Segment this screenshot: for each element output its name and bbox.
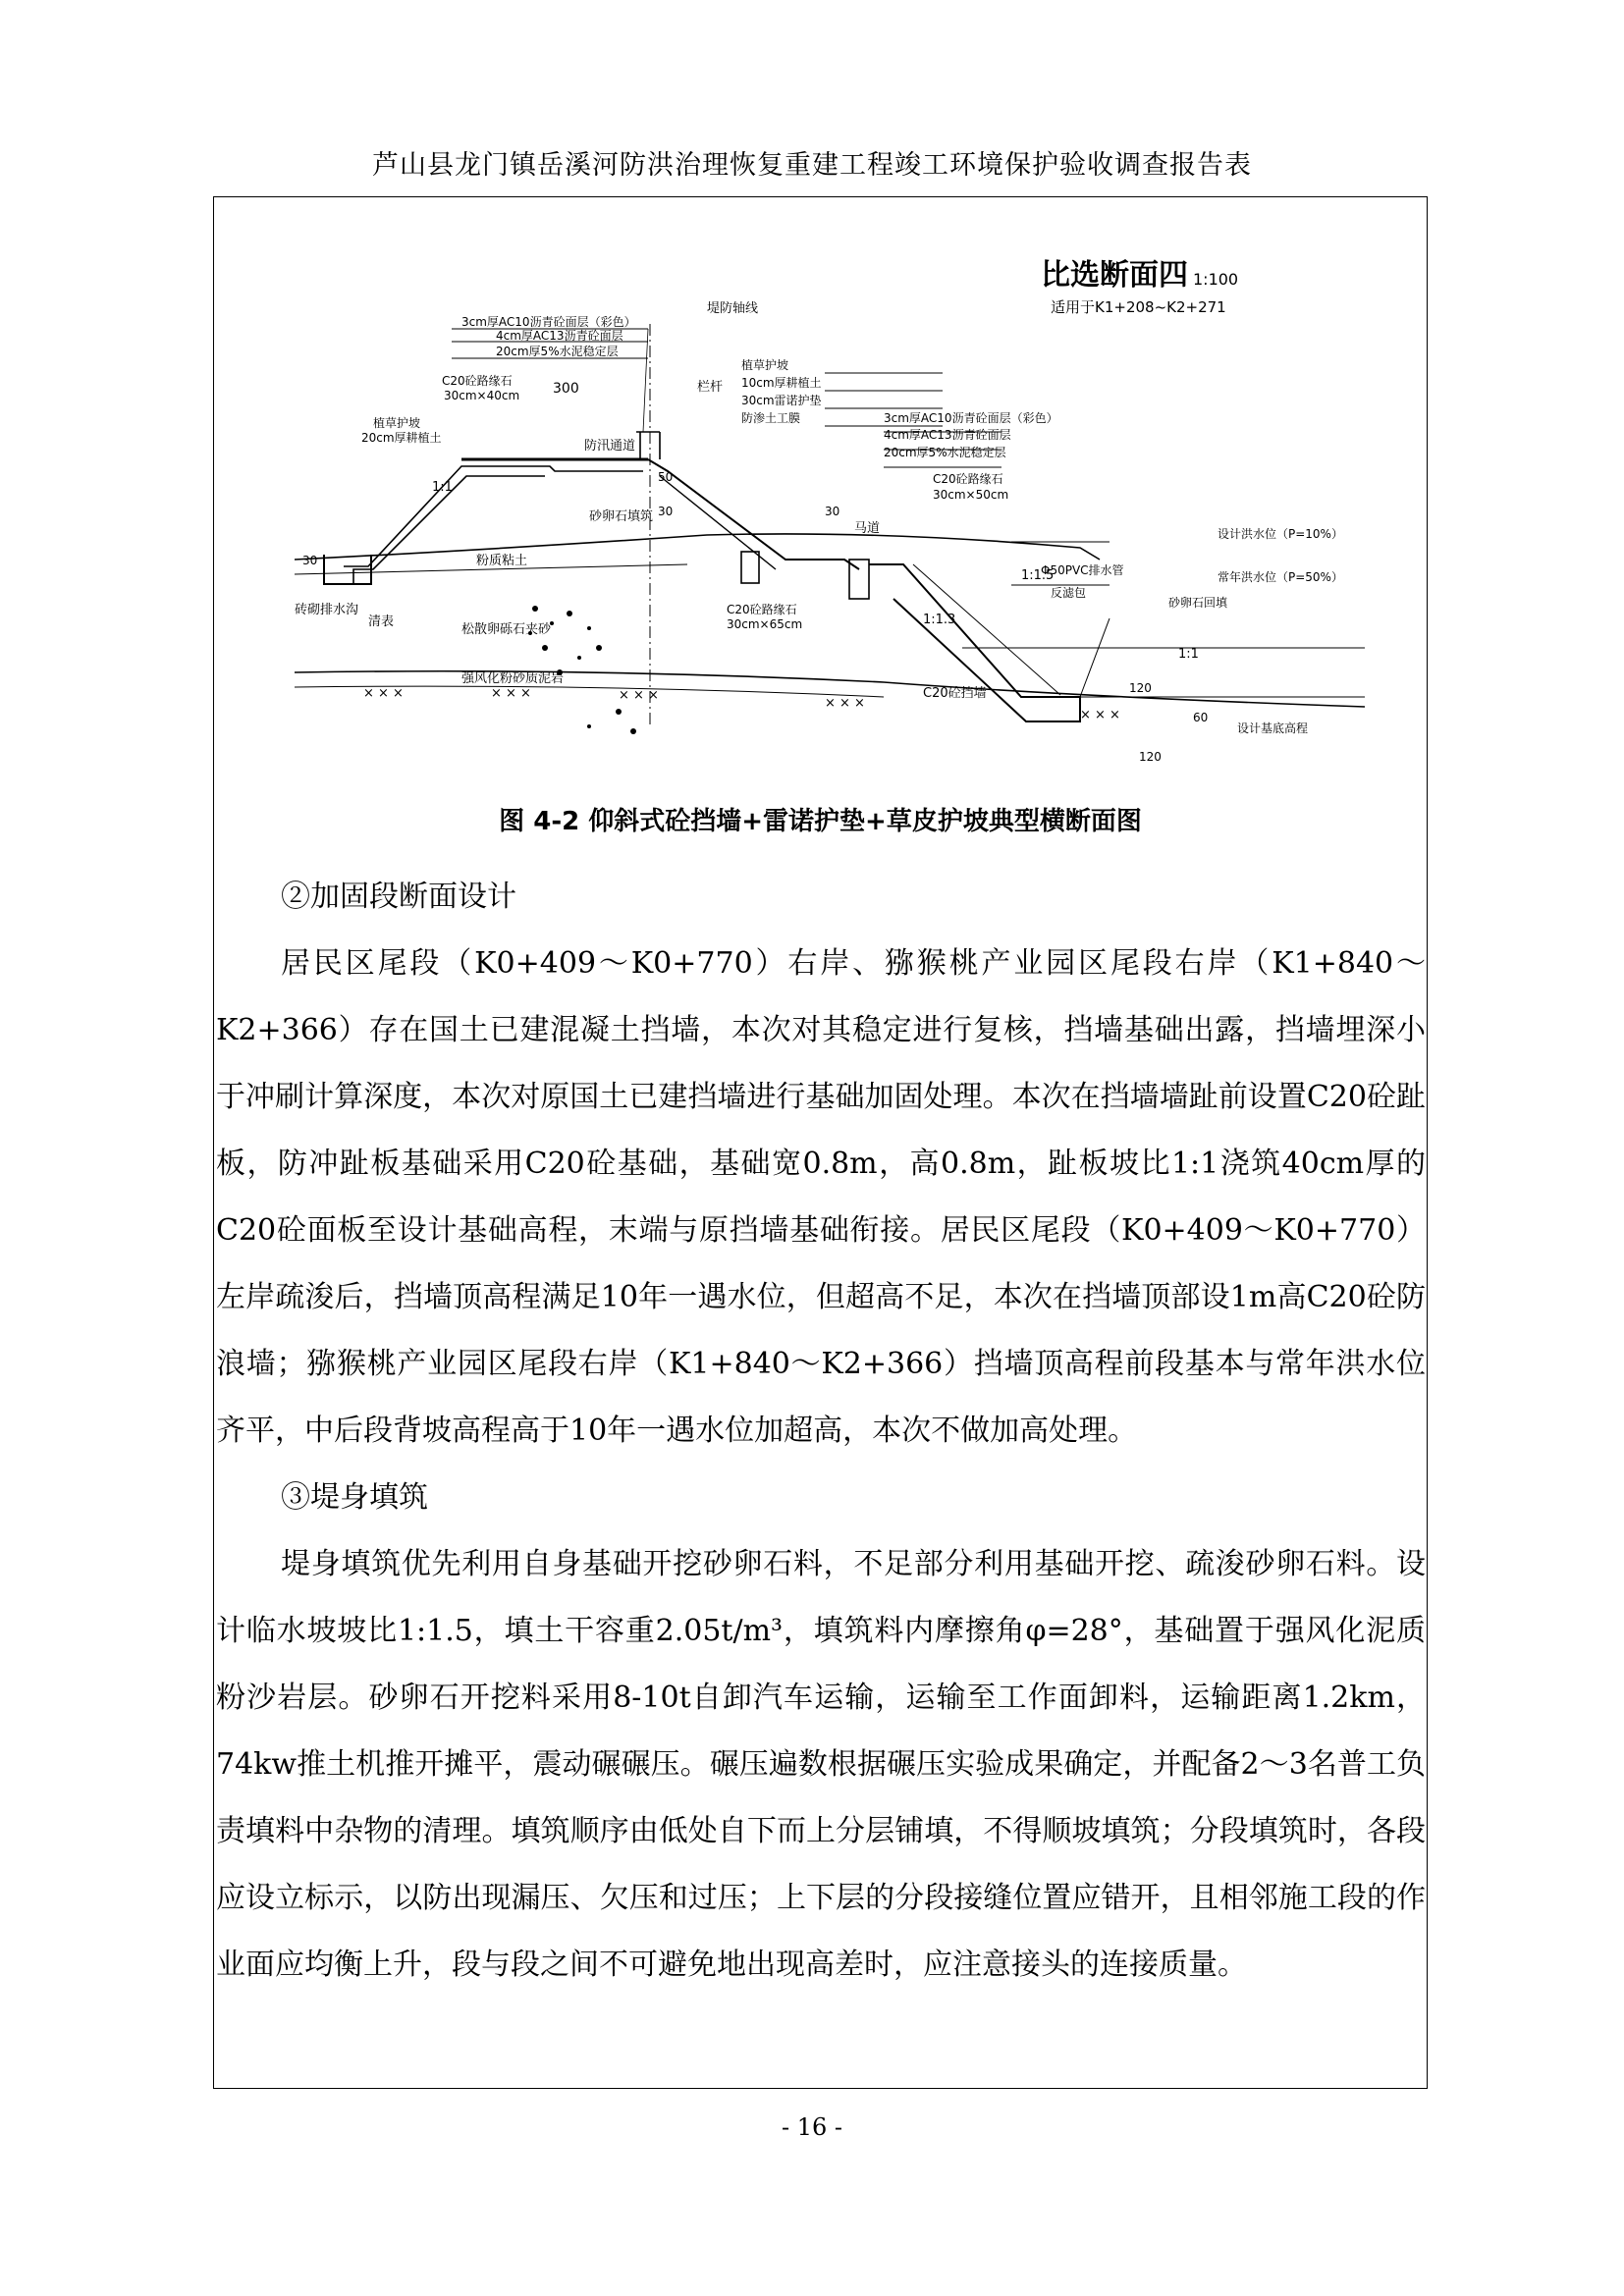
label-weathered: 强风化粉砂质泥岩: [461, 671, 565, 686]
label-curb3a: C20砼路缘石: [727, 603, 797, 616]
label-l3: 20cm厚5%水泥稳定层: [496, 345, 619, 358]
label-fill: 砂卵石填筑: [589, 509, 654, 524]
paragraph-3: 堤身填筑优先利用自身基础开挖砂卵石料，不足部分利用基础开挖、疏浚砂卵石料。设计临水坡坡比1:1.5，填土干容重2.05t/m³，填筑料内摩擦角φ=28°，基础置于强风化泥质粉沙岩层。砂卵石开挖料采用8-10t自卸汽车运输，运输至工作面卸料，运输距离1.2km，74kw推土机推开摊平，震动碾碾压。碾压遍数根据碾压实验成果确定，并配备2～3名普工负责填料中杂物的清理。填筑顺序由低处自下而上分层铺填，不得顺坡填筑；分段填筑时，各段应设立标示，以防出现漏压、欠压和过压；上下层的分段接缝位置应错开，且相邻施工段的作业面应均衡上升，段与段之间不可避免地出现高差时，应注意接头的连接质量。: [216, 1547, 1426, 1982]
label-dim30b: 30: [825, 505, 840, 518]
figure-title: 比选断面四: [1041, 258, 1188, 293]
page-number: - 16 -: [781, 2113, 842, 2141]
label-clear: 清表: [368, 614, 395, 629]
svg-text:× × ×: × × ×: [363, 686, 404, 701]
label-dim50: 50: [658, 470, 674, 484]
label-grass1b: 10cm厚耕植土: [741, 376, 822, 390]
paragraph-2: 居民区尾段（K0+409～K0+770）右岸、猕猴桃产业园区尾段右岸（K1+840～K2+366）存在国土已建混凝土挡墙，本次对其稳定进行复核，挡墙基础出露，挡墙埋深小于冲刷计算深度，本次对原国土已建挡墙进行基础加固处理。本次在挡墙墙趾前设置C20砼趾板，防冲趾板基础采用C20砼基础，基础宽0.8m，高0.8m，趾板坡比1:1浇筑40cm厚的C20砼面板至设计基础高程，末端与原挡墙基础衔接。居民区尾段（K0+409～K0+770）左岸疏浚后，挡墙顶高程满足10年一遇水位，但超高不足，本次在挡墙顶部设1m高C20砼防浪墙；猕猴桃产业园区尾段右岸（K1+840～K2+366）挡墙顶高程前段基本与常年洪水位齐平，中后段背坡高程高于10年一遇水位加超高，本次不做加高处理。: [216, 946, 1426, 1448]
label-flood: 防汛通道: [584, 439, 636, 454]
label-curb1a: C20砼路缘石: [442, 374, 513, 388]
svg-text:× × ×: × × ×: [491, 686, 531, 701]
label-slope11: 1:1: [432, 480, 453, 495]
label-grass-left: 植草护坡: [373, 416, 421, 430]
label-base: 设计基底高程: [1237, 721, 1309, 735]
label-r1: 3cm厚AC10沥青砼面层（彩色）: [884, 411, 1058, 425]
svg-text:× × ×: × × ×: [825, 696, 865, 711]
label-grass1d: 防渗土工膜: [741, 411, 801, 425]
label-curb2a: C20砼路缘石: [933, 472, 1003, 486]
label-dim60: 60: [1193, 711, 1209, 724]
label-gravelback: 砂卵石回填: [1168, 596, 1228, 610]
page-header: 芦山县龙门镇岳溪河防洪治理恢复重建工程竣工环境保护验收调查报告表: [372, 150, 1252, 181]
section-heading-3: ③堤身填筑: [281, 1480, 428, 1515]
label-railing: 栏杆: [697, 380, 724, 395]
label-silt: 粉质粘土: [476, 554, 528, 568]
figure-scale: 1:100: [1193, 270, 1239, 289]
label-mato: 马道: [854, 521, 881, 536]
label-l1: 3cm厚AC10沥青砼面层（彩色）: [461, 315, 636, 329]
label-dim120b: 120: [1139, 750, 1162, 764]
label-slope1: 1:1: [1178, 647, 1199, 662]
label-designflood: 设计洪水位（P=10%）: [1218, 527, 1343, 541]
label-dim30a: 30: [658, 505, 674, 518]
body-text: [216, 864, 1426, 1999]
cross-section-figure: [295, 236, 1394, 771]
label-grass-left-b: 20cm厚耕植土: [361, 431, 442, 445]
svg-text:× × ×: × × ×: [1080, 708, 1120, 722]
label-filter: 反滤包: [1051, 586, 1087, 600]
label-grass1: 植草护坡: [741, 358, 789, 372]
label-loose: 松散卵砾石夹砂: [461, 622, 552, 637]
label-curb2b: 30cm×50cm: [933, 488, 1009, 502]
label-pvc: Φ50PVC排水管: [1041, 563, 1124, 577]
label-curb3b: 30cm×65cm: [727, 617, 803, 631]
label-slope13: 1:1.3: [923, 613, 956, 627]
label-axis: 堤防轴线: [707, 301, 759, 316]
label-dim30c: 30: [302, 554, 318, 567]
label-grass1c: 30cm雷诺护垫: [741, 394, 822, 407]
figure-caption: 图 4-2 仰斜式砼挡墙+雷诺护垫+草皮护坡典型横断面图: [499, 807, 1142, 836]
label-ditch: 砖砌排水沟: [295, 603, 359, 617]
label-dim300: 300: [553, 381, 579, 397]
label-curb1b: 30cm×40cm: [444, 389, 520, 402]
label-l2: 4cm厚AC13沥青砼面层: [496, 329, 623, 343]
section-heading-2: ②加固段断面设计: [281, 880, 516, 914]
svg-text:× × ×: × × ×: [619, 688, 659, 703]
label-dim120a: 120: [1129, 681, 1152, 695]
figure-applicability: 适用于K1+208~K2+271: [1051, 298, 1226, 316]
label-slope115: 1:1.5: [1021, 568, 1055, 583]
label-r2: 4cm厚AC13沥青砼面层: [884, 428, 1011, 442]
label-normalwater: 常年洪水位（P=50%）: [1218, 570, 1343, 584]
label-wall: C20砼挡墙: [923, 686, 987, 701]
label-r3: 20cm厚5%水泥稳定层: [884, 446, 1006, 459]
